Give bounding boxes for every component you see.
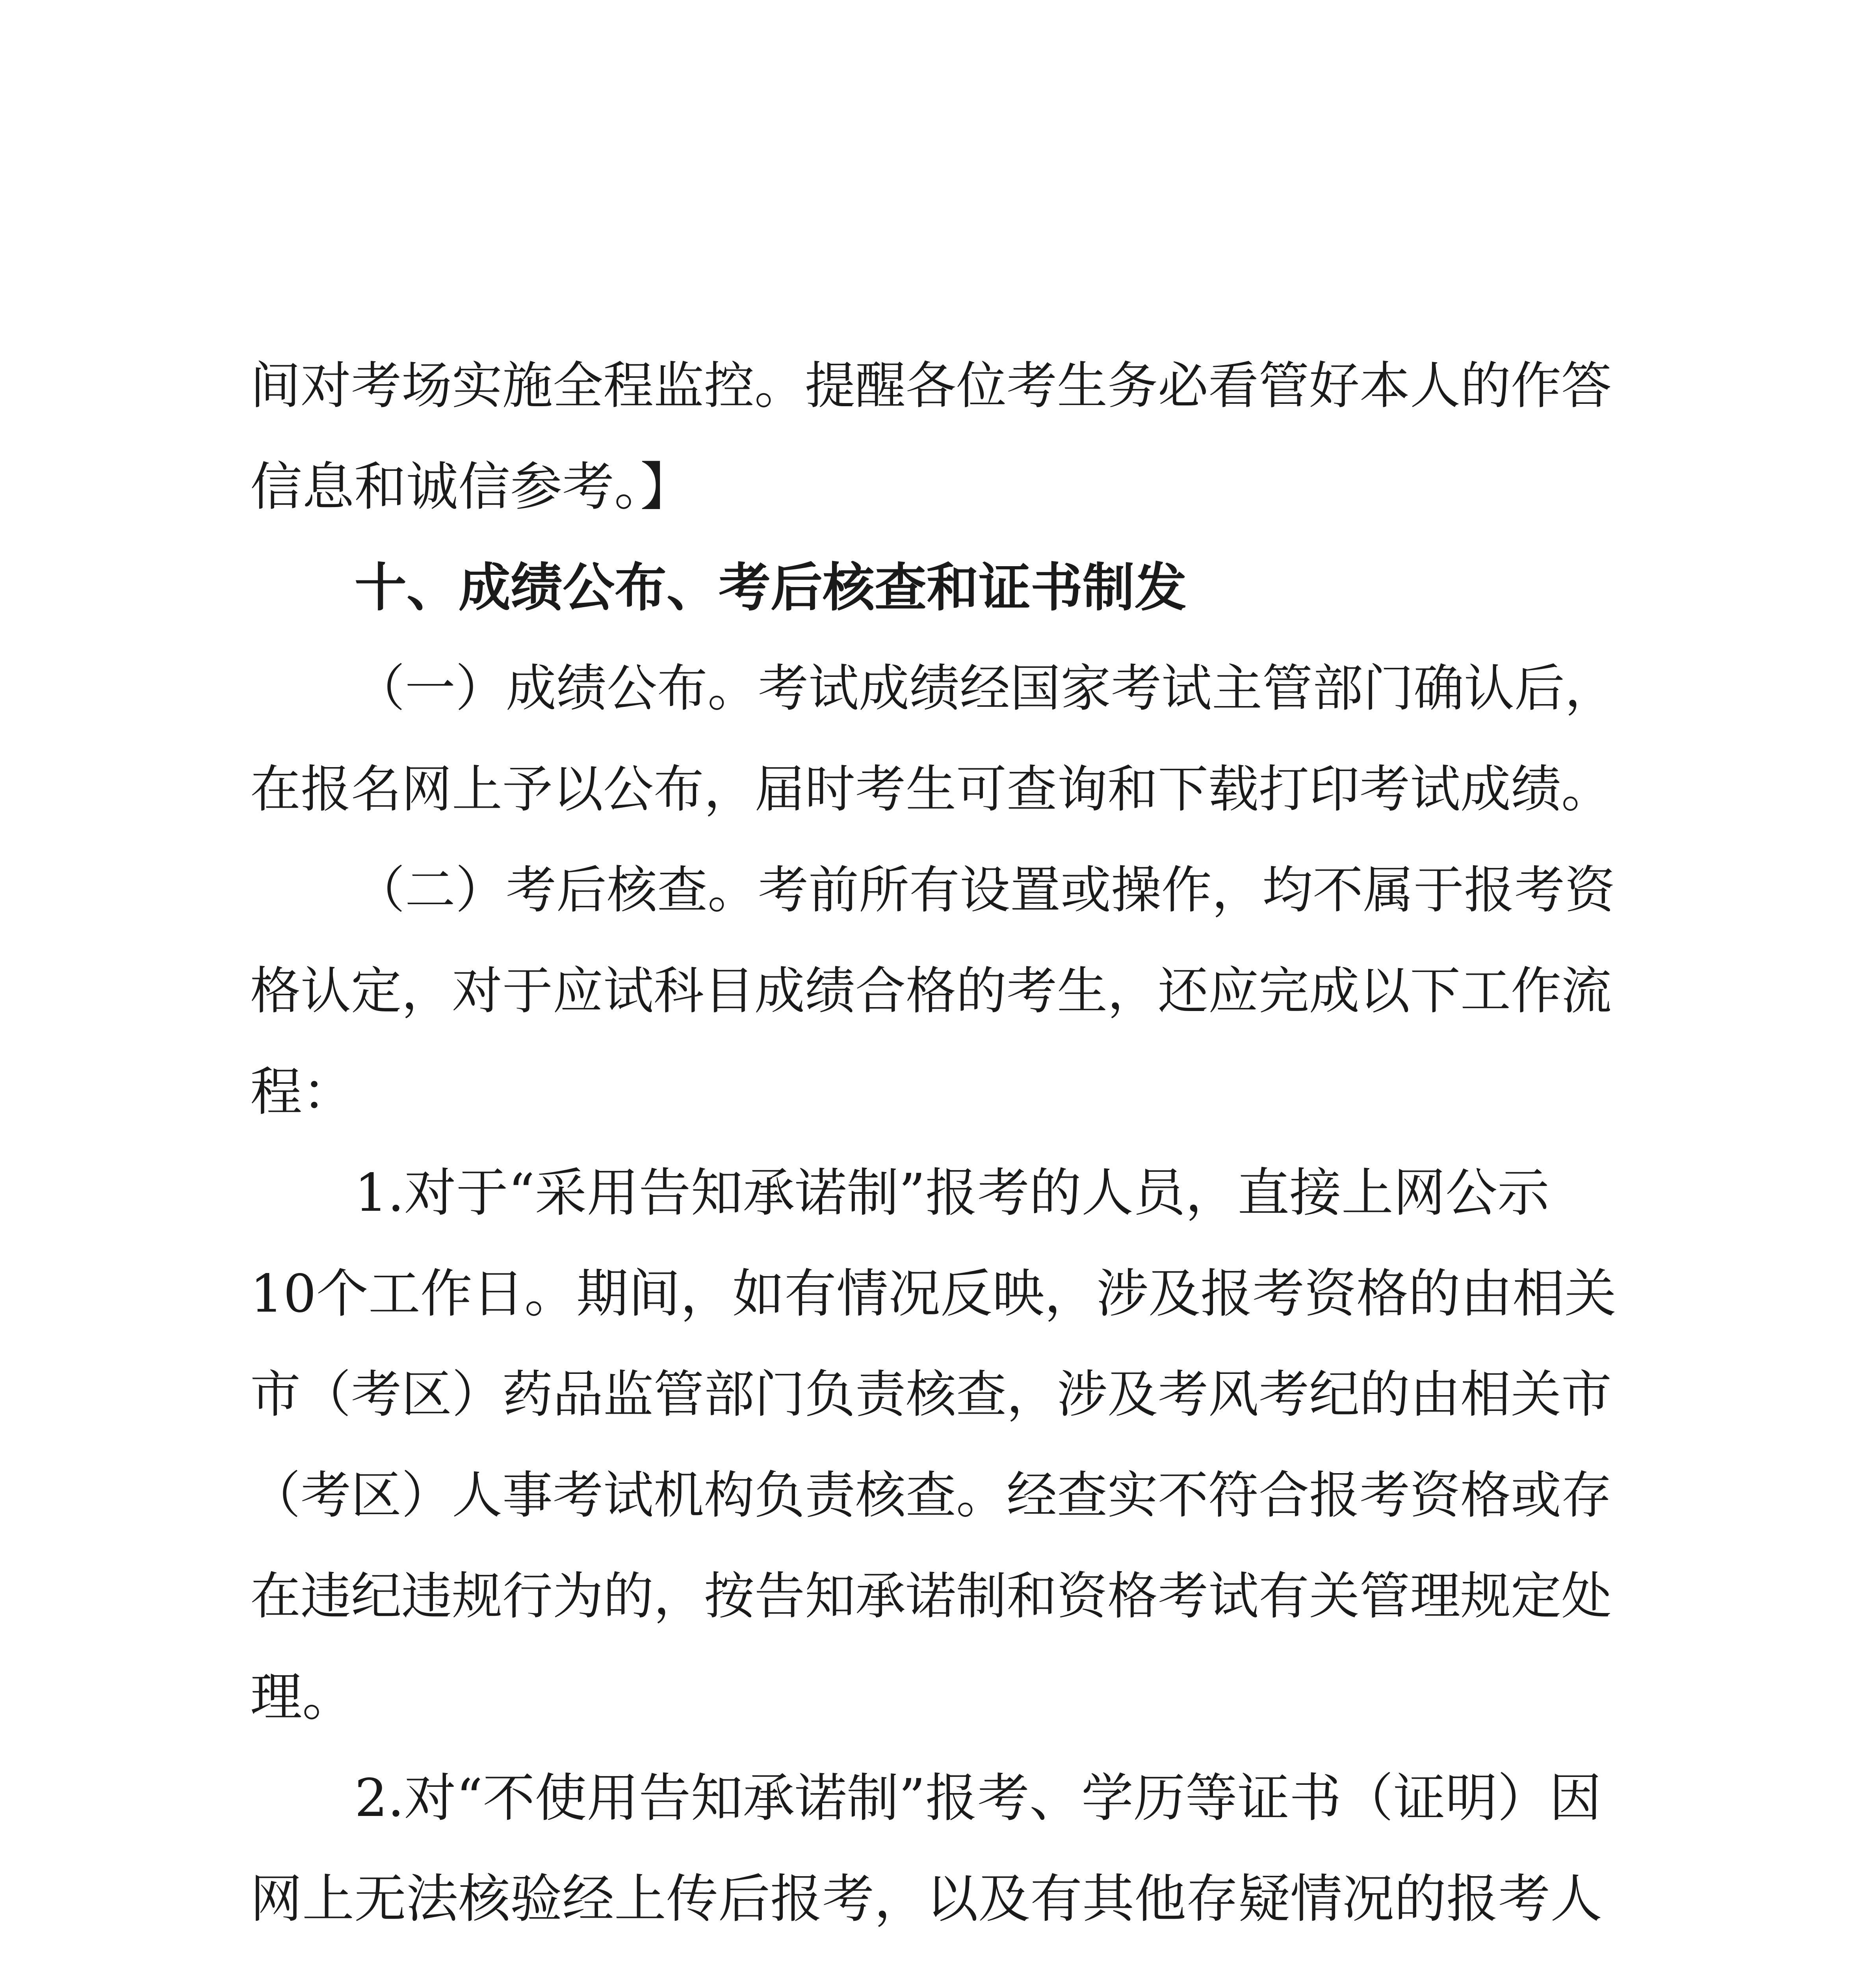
text-line: 10个工作日。期间，如有情况反映，涉及报考资格的由相关 <box>250 1264 1616 1324</box>
text-line: 信息和诚信参考。】 <box>250 457 692 517</box>
text-line: （一）成绩公布。考试成绩经国家考试主管部门确认后， <box>355 659 1616 718</box>
text-line: 在违纪违规行为的，按告知承诺制和资格考试有关管理规定处 <box>250 1567 1612 1626</box>
text-line: 格认定，对于应试科目成绩合格的考生，还应完成以下工作流 <box>250 962 1612 1020</box>
text-line: 理。 <box>250 1667 354 1728</box>
text-line: 间对考场实施全程监控。提醒各位考生务必看管好本人的作答 <box>250 357 1612 415</box>
text-line <box>250 1953 1625 1970</box>
text-line: 市（考区）药品监管部门负责核查，涉及考风考纪的由相关市 <box>250 1365 1612 1424</box>
text-line: （考区）人事考试机构负责核查。经查实不符合报考资格或存 <box>250 1466 1612 1525</box>
section-heading: 十、成绩公布、考后核查和证书制发 <box>355 558 1187 618</box>
text-line: （二）考后核查。考前所有设置或操作，均不属于报考资 <box>355 861 1616 920</box>
text-line: 在报名网上予以公布，届时考生可查询和下载打印考试成绩。 <box>250 760 1612 819</box>
text-line: 1.对于“采用告知承诺制”报考的人员，直接上网公示 <box>355 1163 1549 1223</box>
text-line: 程： <box>250 1062 354 1123</box>
text-line: 网上无法核验经上传后报考，以及有其他存疑情况的报考人 <box>250 1869 1602 1929</box>
text-line: 2.对“不使用告知承诺制”报考、学历等证书（证明）因 <box>355 1768 1601 1829</box>
